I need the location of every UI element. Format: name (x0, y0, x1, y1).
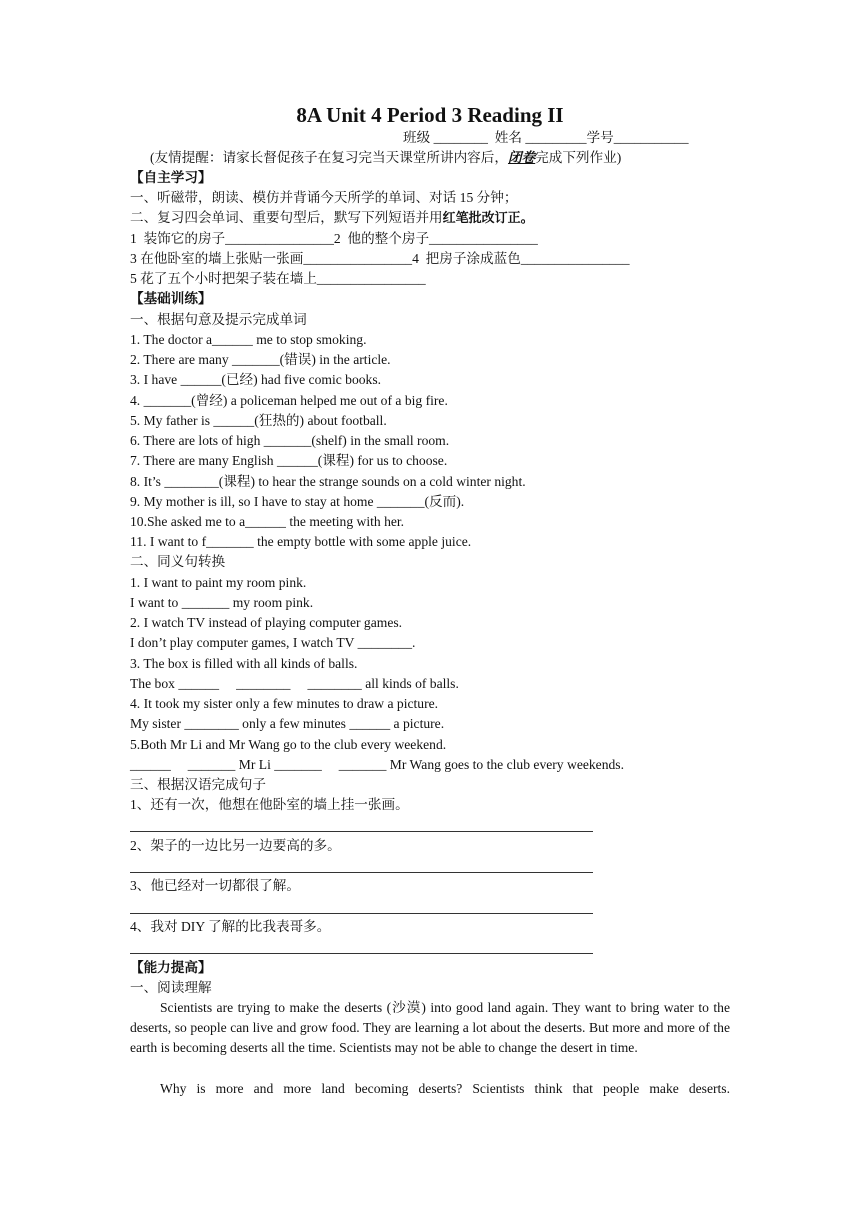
page-title: 8A Unit 4 Period 3 Reading II (296, 103, 564, 127)
name-label: 姓名 (494, 130, 522, 145)
section-header-basic: 【基础训练】 (130, 291, 212, 306)
rewrite-line: The box ______ ________ ________ all kinds of balls. (130, 676, 459, 691)
section-header-self-study: 【自主学习】 (130, 170, 212, 185)
fill-item: 3. I have ______(已经) had five comic books. (130, 372, 382, 387)
student-info-line (403, 128, 688, 148)
fill-item: 2. There are many _______(错误) in the article. (130, 352, 391, 367)
answer-line[interactable] (130, 913, 593, 914)
section-header-advanced: 【能力提高】 (130, 960, 212, 975)
part1-title: 一、根据句意及提示完成单词 (130, 312, 307, 327)
class-blank[interactable]: ________ (433, 130, 488, 145)
fill-item: 9. My mother is ill, so I have to stay at home _______(反而). (130, 494, 465, 509)
fill-item: 8. It’s ________(课程) to hear the strange sounds on a cold winter night. (130, 474, 526, 489)
fill-item: 10.She asked me to a______ the meeting with her. (130, 514, 405, 529)
class-label: 班级 (403, 130, 431, 145)
fill-item: 4. _______(曾经) a policeman helped me out of a big fire. (130, 393, 448, 408)
rewrite-line: I want to _______ my room pink. (130, 595, 314, 610)
translate-item: 1、还有一次，他想在他卧室的墙上挂一张画。 (130, 797, 409, 812)
translate-item: 2、架子的一边比另一边要高的多。 (130, 838, 341, 853)
answer-line[interactable] (130, 872, 593, 873)
fill-item: 5. My father is ______(狂热的) about football. (130, 413, 387, 428)
reminder-text-end: 完成下列作业) (535, 150, 622, 165)
part2-title: 二、同义句转换 (130, 554, 226, 569)
task-2 (130, 208, 534, 229)
id-blank[interactable]: ___________ (613, 130, 689, 145)
answer-line[interactable] (130, 831, 593, 832)
fill-item: 7. There are many English ______(课程) for us to choose. (130, 453, 448, 468)
phrase-row-2: 3 在他卧室的墙上张贴一张画________________4 把房子涂成蓝色________________ (130, 251, 630, 266)
name-blank[interactable]: _________ (525, 130, 587, 145)
reading-title: 一、阅读理解 (130, 980, 212, 995)
rewrite-line: 4. It took my sister only a few minutes to draw a picture. (130, 696, 439, 711)
fill-item: 11. I want to f_______ the empty bottle with some apple juice. (130, 534, 472, 549)
rewrite-line: 5.Both Mr Li and Mr Wang go to the club every weekend. (130, 737, 447, 752)
fill-item: 1. The doctor a______ me to stop smoking. (130, 332, 367, 347)
phrase-row-3: 5 花了五个小时把架子装在墙上________________ (130, 271, 426, 286)
id-label: 学号 (586, 130, 614, 145)
fill-item: 6. There are lots of high _______(shelf) in the small room. (130, 433, 450, 448)
translate-item: 3、他已经对一切都很了解。 (130, 878, 300, 893)
part3-title: 三、根据汉语完成句子 (130, 777, 266, 792)
rewrite-line: My sister ________ only a few minutes ______ a picture. (130, 716, 445, 731)
task-2-bold: 红笔批改订正。 (442, 211, 534, 226)
task-2-text: 二、复习四会单词、重要句型后，默写下列短语并用 (130, 210, 443, 225)
answer-line[interactable] (130, 953, 593, 954)
rewrite-line: 3. The box is filled with all kinds of balls. (130, 656, 358, 671)
reminder-text: (友情提醒：请家长督促孩子在复习完当天课堂所讲内容后， (150, 150, 508, 165)
translate-item: 4、我对 DIY 了解的比我表哥多。 (130, 919, 331, 934)
reminder-line (150, 148, 621, 168)
rewrite-line: ______ _______ Mr Li _______ _______ Mr Wang goes to the club every weekends. (130, 757, 625, 772)
reading-paragraph-1: Scientists are trying to make the deserts (沙漠) into good land again. They want to bring water to the deserts, so people can live and grow food. They are learning a lot about the deserts. But more and more of the earth is becoming deserts all the time. Scientists may not be able to change the desert in time. (130, 1000, 730, 1055)
reminder-emphasis: 闭卷 (507, 150, 536, 165)
task-1: 一、听磁带，朗读、模仿并背诵今天所学的单词、对话 15 分钟； (130, 190, 518, 205)
rewrite-line: I don’t play computer games, I watch TV ________. (130, 635, 416, 650)
rewrite-line: 2. I watch TV instead of playing computer games. (130, 615, 403, 630)
rewrite-line: 1. I want to paint my room pink. (130, 575, 307, 590)
phrase-row-1: 1 装饰它的房子________________2 他的整个房子________________ (130, 231, 538, 246)
reading-paragraph-2: Why is more and more land becoming deserts? Scientists think that people make deserts. (160, 1081, 730, 1096)
